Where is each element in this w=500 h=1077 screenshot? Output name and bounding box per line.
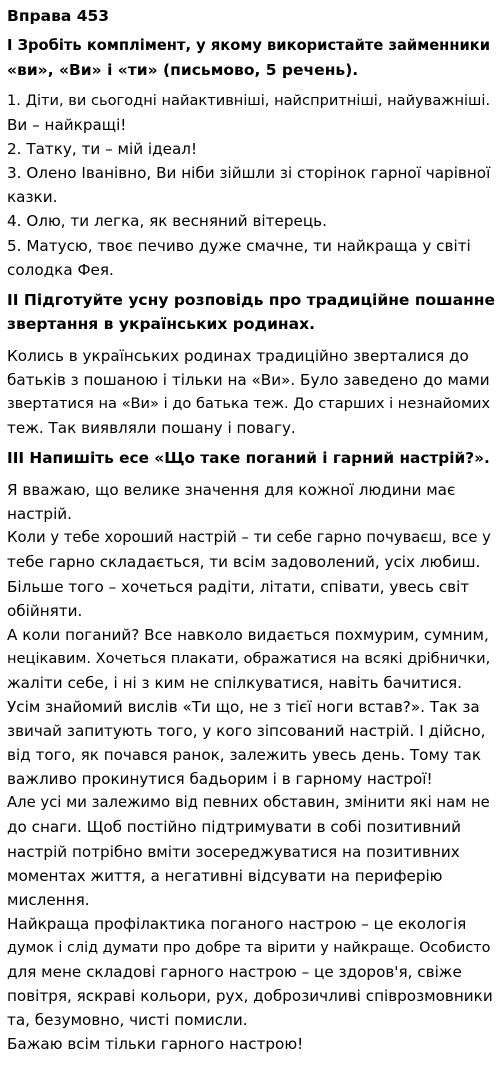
text-line: Бажаю всім тільки гарного настрою! [7, 1035, 304, 1054]
task-3-section [7, 446, 497, 1056]
text-line: Усім знайомий вислів «Ти що, не з тієї ноги встав?». Так за [7, 697, 480, 716]
task-1-section [7, 34, 497, 282]
text-line: та, безумовно, чисті помисли. [7, 1011, 248, 1030]
text-line: Більше того – хочеться радіти, літати, співати, увесь світ [7, 577, 470, 596]
text-line: тебе гарно складається, ти всім задоволений, усіх любиш. [7, 553, 481, 572]
text-line: обійняти. [7, 601, 83, 620]
text-line: до снаги. Щоб постійно підтримувати в собі позитивний [7, 818, 461, 837]
exercise-title: Вправа 453 [7, 7, 110, 25]
task-3-body [7, 478, 497, 1056]
heading-line: «ви», «Ви» і «ти» (письмово, 5 речень). [7, 61, 359, 79]
text-line: Колись в українських родинах традиційно зверталися до [7, 346, 469, 365]
text-line: нецікавим. Хочеться плакати, ображатися на всякі дрібнички, [7, 649, 491, 667]
task-2-section [7, 288, 497, 440]
heading-line: звертання в українських родинах. [7, 314, 315, 333]
document-page [7, 0, 497, 1062]
text-line: повітря, яскраві кольори, рух, доброзичливі співрозмовники [7, 987, 493, 1006]
text-line: звертатися на «Ви» і до батька теж. До старших і незнайомих [7, 394, 491, 412]
task-1-heading [7, 34, 497, 82]
heading-line: II Підготуйте усну розповідь про традиційне пошанне [7, 290, 496, 309]
text-line: моментах життя, а негативні відсувати на периферію [7, 866, 443, 885]
text-line: Ви – найкращі! [7, 116, 127, 135]
text-line: теж. Так виявляли пошану і повагу. [7, 419, 296, 438]
task-2-body [7, 344, 497, 440]
text-line: 3. Олено Іванівно, Ви ніби зійшли зі сторінок гарної чарівної [7, 164, 491, 183]
text-line: настрій потрібно вміти зосереджуватися на позитивних [7, 842, 460, 861]
text-line: солодка Фея. [7, 260, 114, 279]
heading-line: I Зробіть комплімент, у якому використайте займенники [7, 37, 491, 54]
text-line: казки. [7, 188, 58, 207]
text-line: 1. Діти, ви сьогодні найактивніші, найспритніші, найуважніші. [7, 92, 491, 109]
text-line: від того, як почався ранок, залежить увесь день. Тому так [7, 746, 482, 765]
text-line: 4. Олю, ти легка, як весняний вітерець. [7, 212, 327, 231]
text-line: жаліти себе, і ні з ким не спілкуватися, навіть бачитися. [7, 673, 462, 692]
heading-line: III Напишіть есе «Що таке поганий і гарний настрій?». [7, 449, 490, 468]
text-line: 5. Матусю, твоє печиво дуже смачне, ти найкраща у світі [7, 236, 471, 255]
text-line: звичай запитують того, у кого зіпсований настрій. І дійсно, [7, 722, 486, 741]
text-line: Я вважаю, що велике значення для кожної людини має [7, 481, 456, 500]
text-line: Коли у тебе хороший настрій – ти себе гарно почуваєш, все у [7, 529, 491, 547]
text-line: Найкраща профілактика поганого настрою – це екологія [7, 914, 467, 933]
text-line: А коли поганий? Все навколо видається похмурим, сумним, [7, 625, 489, 644]
task-1-body [7, 89, 497, 282]
task-2-heading [7, 288, 497, 336]
text-line: для мене складові гарного настрою – це здоров'я, свіже [7, 963, 462, 981]
text-line: мислення. [7, 890, 90, 909]
task-3-heading [7, 446, 497, 470]
text-line: настрій. [7, 505, 72, 524]
text-line: Але усі ми залежимо від певних обставин, змінити які нам не [7, 794, 490, 812]
text-line: важливо прокинутися бадьорим і в гарному настрої! [7, 770, 433, 789]
text-line: батьків з пошаною і тільки на «Ви». Було заведено до мами [7, 370, 490, 389]
text-line: 2. Татку, ти – мій ідеал! [7, 140, 198, 159]
text-line: думок і слід думати про добре та вірити у найкраще. Особисто [7, 939, 491, 956]
